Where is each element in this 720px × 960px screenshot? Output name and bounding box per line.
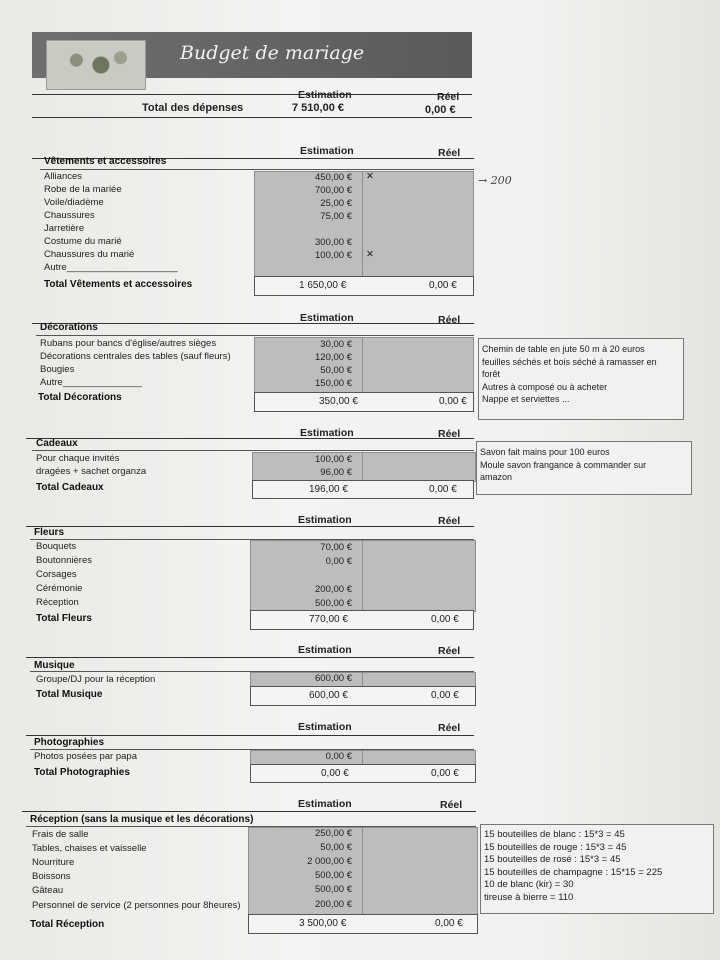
row-label: Gâteau (32, 885, 64, 896)
estimation-header: Estimation (298, 644, 352, 656)
section-title-cadeaux: Cadeaux (36, 438, 78, 449)
total-depenses-reel: 0,00 € (425, 104, 456, 116)
reel-column (362, 171, 474, 277)
row-label: Réception (36, 597, 79, 608)
row-estimation: 200,00 € (315, 584, 352, 595)
row-label: Frais de salle (32, 829, 89, 840)
reel-column (362, 540, 476, 612)
row-estimation: 200,00 € (315, 899, 352, 910)
row-estimation: 250,00 € (315, 828, 352, 839)
reel-column (362, 452, 476, 482)
section-title-fleurs: Fleurs (34, 527, 65, 538)
row-label: Autre_____________________ (44, 262, 178, 273)
row-estimation: 100,00 € (315, 250, 352, 261)
section-total-label: Total Musique (36, 689, 103, 700)
section-total-estimation: 600,00 € (309, 690, 348, 701)
rule (26, 657, 474, 658)
row-label: Bougies (40, 364, 75, 375)
note-line: 15 bouteilles de rouge : 15*3 = 45 (484, 841, 627, 853)
row-label: Personnel de service (2 personnes pour 8heures) (32, 900, 241, 911)
total-depenses-estimation: 7 510,00 € (292, 102, 344, 114)
row-estimation: 100,00 € (315, 454, 352, 465)
section-title-decorations: Décorations (40, 322, 98, 333)
section-total-estimation: 196,00 € (309, 484, 348, 495)
note-line: 15 bouteilles de blanc : 15*3 = 45 (484, 829, 625, 840)
note-line: Savon fait mains pour 100 euros (480, 447, 610, 457)
rule (32, 117, 472, 118)
row-label: dragées + sachet organza (36, 466, 147, 477)
row-label: Voile/diadème (44, 197, 104, 208)
page-title: Budget de mariage (180, 42, 365, 64)
section-total-estimation: 0,00 € (321, 768, 349, 779)
handwritten-note: → 200 (478, 174, 512, 187)
section-total-label: Total Fleurs (36, 613, 92, 624)
row-label: Nourriture (32, 857, 75, 868)
row-label: Jarretière (44, 223, 85, 234)
row-estimation: 600,00 € (315, 673, 352, 684)
row-estimation: 50,00 € (320, 842, 352, 853)
estimation-header: Estimation (298, 721, 352, 733)
section-total-reel: 0,00 € (431, 690, 459, 701)
rule (26, 735, 474, 736)
row-estimation: 25,00 € (320, 198, 352, 209)
note-line: 15 bouteilles de champagne : 15*15 = 225 (484, 866, 663, 878)
note-line: 10 de blanc (kir) = 30 (484, 879, 574, 890)
section-total-box (250, 610, 474, 630)
section-title-reception: Réception (sans la musique et les décorations) (30, 814, 254, 825)
reel-header: Réel (438, 515, 461, 527)
rule (32, 450, 474, 451)
row-estimation: 500,00 € (315, 870, 352, 881)
section-total-box (250, 686, 476, 706)
row-label: Chaussures du marié (44, 249, 135, 260)
section-total-reel: 0,00 € (435, 918, 463, 929)
section-title-vetements: Vêtements et accessoires (44, 156, 167, 167)
row-label: Robe de la mariée (44, 184, 122, 195)
section-total-reel: 0,00 € (439, 396, 467, 407)
row-estimation: 75,00 € (320, 211, 352, 222)
row-estimation: 0,00 € (325, 751, 352, 762)
section-total-box (254, 392, 474, 412)
reel-header: Réel (440, 799, 463, 811)
section-total-label: Total Photographies (34, 767, 130, 778)
reception-note-box (480, 824, 714, 914)
note-line: Chemin de table en jute 50 m à 20 euros (482, 344, 645, 354)
estimation-header: Estimation (300, 427, 354, 439)
estimation-header: Estimation (298, 89, 352, 101)
section-total-reel: 0,00 € (429, 280, 457, 291)
checkmark-icon: ✕ (366, 249, 374, 260)
row-label: Bouquets (36, 541, 77, 552)
row-label: Boutonnières (36, 555, 92, 566)
row-label: Costume du marié (44, 236, 122, 247)
estimation-header: Estimation (298, 514, 352, 526)
estimation-header: Estimation (300, 312, 354, 324)
reel-header: Réel (438, 314, 461, 326)
section-total-reel: 0,00 € (429, 484, 457, 495)
rule (32, 94, 472, 95)
row-label: Pour chaque invités (36, 453, 120, 464)
reel-header: Réel (438, 147, 461, 159)
row-estimation: 120,00 € (315, 352, 352, 363)
row-estimation: 70,00 € (320, 542, 352, 553)
row-estimation: 300,00 € (315, 237, 352, 248)
section-title-musique: Musique (34, 660, 75, 671)
section-total-reel: 0,00 € (431, 768, 459, 779)
reel-header: Réel (438, 722, 461, 734)
row-estimation: 96,00 € (320, 467, 352, 478)
row-label: Chaussures (44, 210, 95, 221)
reel-header: Réel (437, 91, 460, 103)
row-label: Corsages (36, 569, 77, 580)
reel-column (362, 337, 474, 395)
reel-header: Réel (438, 428, 461, 440)
row-label: Décorations centrales des tables (sauf fleurs) (40, 351, 231, 362)
row-label: Alliances (44, 171, 83, 182)
section-total-label: Total Réception (30, 919, 105, 930)
rule (36, 335, 474, 336)
rule (26, 438, 474, 439)
rule (40, 169, 474, 170)
section-total-box (252, 480, 474, 499)
decorations-note-box (478, 338, 684, 420)
section-total-box (248, 914, 478, 934)
section-total-reel: 0,00 € (431, 614, 459, 625)
row-label: Cérémonie (36, 583, 83, 594)
section-total-label: Total Vêtements et accessoires (44, 279, 193, 290)
note-line: feuilles séchés et bois séché à ramasser en (482, 356, 657, 367)
row-label: Groupe/DJ pour la réception (36, 674, 156, 685)
rule (22, 811, 476, 812)
row-estimation: 700,00 € (315, 185, 352, 196)
cadeaux-note-box (476, 441, 692, 495)
section-total-estimation: 3 500,00 € (299, 918, 347, 929)
section-total-label: Total Cadeaux (36, 482, 104, 493)
checkmark-icon: ✕ (366, 171, 374, 182)
section-total-box (250, 764, 476, 783)
row-label: Photos posées par papa (34, 751, 137, 762)
row-estimation: 500,00 € (315, 598, 352, 609)
section-total-label: Total Décorations (38, 392, 122, 403)
note-line: Moule savon frangance à commander sur (480, 459, 647, 470)
note-line: 15 bouteilles de rosé : 15*3 = 45 (484, 854, 621, 865)
row-estimation: 2 000,00 € (307, 856, 352, 867)
rule (26, 526, 474, 527)
row-estimation: 30,00 € (320, 339, 352, 350)
note-line: amazon (480, 472, 513, 482)
row-label: Boissons (32, 871, 71, 882)
note-line: Autres à composé ou à acheter (482, 381, 608, 392)
note-line: Nappe et serviettes ... (482, 394, 570, 404)
section-total-estimation: 770,00 € (309, 614, 348, 625)
row-label: Rubans pour bancs d'église/autres sièges (40, 338, 217, 349)
note-line: tireuse à bierre = 110 (484, 891, 574, 903)
note-line: forêt (482, 369, 501, 379)
section-total-box (254, 276, 474, 296)
section-total-estimation: 350,00 € (319, 396, 358, 407)
total-depenses-label: Total des dépenses (142, 102, 244, 114)
row-estimation: 150,00 € (315, 378, 352, 389)
row-estimation: 500,00 € (315, 884, 352, 895)
estimation-header: Estimation (298, 798, 352, 810)
estimation-header: Estimation (300, 145, 354, 157)
row-estimation: 0,00 € (325, 556, 352, 567)
row-label: Tables, chaises et vaisselle (32, 843, 147, 854)
flowers-image (46, 40, 146, 90)
rule (32, 323, 474, 324)
row-label: Autre_______________ (40, 377, 142, 388)
reel-column (362, 827, 478, 916)
row-estimation: 450,00 € (315, 172, 352, 183)
section-title-photographies: Photographies (34, 737, 105, 748)
reel-header: Réel (438, 645, 461, 657)
row-estimation: 50,00 € (320, 365, 352, 376)
section-total-estimation: 1 650,00 € (299, 280, 347, 291)
